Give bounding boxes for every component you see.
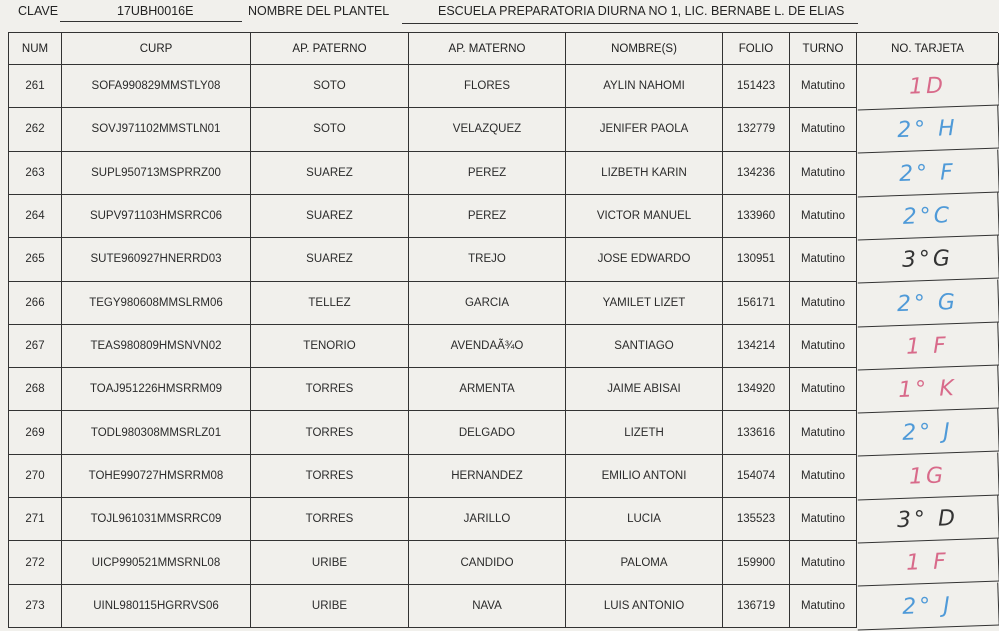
- plantel-value: ESCUELA PREPARATORIA DIURNA NO 1, LIC. BERNABE L. DE ELIAS: [438, 4, 845, 18]
- plantel-underline: [402, 23, 858, 24]
- cell-curp: UINL980115HGRRVS06: [62, 585, 251, 628]
- col-header-turno: TURNO: [790, 33, 857, 65]
- cell-ap-paterno: SOTO: [251, 65, 409, 108]
- cell-num: 272: [9, 541, 62, 584]
- cell-folio: 151423: [723, 65, 790, 108]
- cell-turno: Matutino: [790, 238, 857, 281]
- cell-nombre: LUIS ANTONIO: [566, 585, 723, 628]
- plantel-label: NOMBRE DEL PLANTEL: [248, 4, 390, 18]
- cell-folio: 134920: [723, 368, 790, 411]
- cell-nombre: EMILIO ANTONI: [566, 455, 723, 498]
- clave-value: 17UBH0016E: [117, 4, 194, 18]
- cell-no-tarjeta: 3° D: [856, 496, 999, 544]
- cell-num: 270: [9, 455, 62, 498]
- col-header-num: NUM: [9, 33, 62, 65]
- cell-ap-paterno: TORRES: [251, 498, 409, 541]
- cell-turno: Matutino: [790, 585, 857, 628]
- cell-turno: Matutino: [790, 108, 857, 151]
- cell-no-tarjeta: 3°G: [856, 236, 999, 284]
- cell-num: 267: [9, 325, 62, 368]
- student-table: [8, 32, 998, 628]
- cell-nombre: JAIME ABISAI: [566, 368, 723, 411]
- cell-curp: SUPV971103HMSRRC06: [62, 195, 251, 238]
- cell-ap-paterno: TORRES: [251, 455, 409, 498]
- cell-turno: Matutino: [790, 455, 857, 498]
- cell-no-tarjeta: 1G: [856, 452, 999, 500]
- cell-ap-materno: VELAZQUEZ: [409, 108, 566, 151]
- col-header-tarjeta: NO. TARJETA: [857, 33, 999, 65]
- cell-ap-paterno: URIBE: [251, 541, 409, 584]
- cell-ap-paterno: SOTO: [251, 108, 409, 151]
- cell-nombre: VICTOR MANUEL: [566, 195, 723, 238]
- cell-num: 268: [9, 368, 62, 411]
- cell-ap-paterno: TENORIO: [251, 325, 409, 368]
- cell-folio: 135523: [723, 498, 790, 541]
- cell-turno: Matutino: [790, 325, 857, 368]
- cell-folio: 159900: [723, 541, 790, 584]
- cell-ap-materno: FLORES: [409, 65, 566, 108]
- cell-no-tarjeta: 2° J: [856, 409, 999, 457]
- cell-num: 271: [9, 498, 62, 541]
- cell-folio: 134214: [723, 325, 790, 368]
- cell-nombre: SANTIAGO: [566, 325, 723, 368]
- cell-turno: Matutino: [790, 195, 857, 238]
- cell-curp: TOAJ951226HMSRRM09: [62, 368, 251, 411]
- cell-num: 264: [9, 195, 62, 238]
- cell-turno: Matutino: [790, 541, 857, 584]
- cell-curp: TEAS980809HMSNVN02: [62, 325, 251, 368]
- cell-ap-paterno: SUAREZ: [251, 152, 409, 195]
- cell-curp: SOVJ971102MMSTLN01: [62, 108, 251, 151]
- cell-no-tarjeta: 1D: [856, 63, 999, 111]
- cell-turno: Matutino: [790, 411, 857, 454]
- cell-num: 263: [9, 152, 62, 195]
- cell-no-tarjeta: 2° J: [856, 582, 999, 630]
- cell-ap-materno: NAVA: [409, 585, 566, 628]
- cell-ap-materno: PEREZ: [409, 195, 566, 238]
- cell-no-tarjeta: 2° F: [856, 149, 999, 197]
- cell-ap-paterno: TORRES: [251, 411, 409, 454]
- cell-turno: Matutino: [790, 65, 857, 108]
- cell-folio: 133960: [723, 195, 790, 238]
- cell-curp: TOJL961031MMSRRC09: [62, 498, 251, 541]
- cell-num: 261: [9, 65, 62, 108]
- cell-nombre: LIZETH: [566, 411, 723, 454]
- cell-turno: Matutino: [790, 368, 857, 411]
- cell-folio: 133616: [723, 411, 790, 454]
- cell-ap-paterno: SUAREZ: [251, 238, 409, 281]
- cell-nombre: AYLIN NAHOMI: [566, 65, 723, 108]
- cell-nombre: JENIFER PAOLA: [566, 108, 723, 151]
- cell-no-tarjeta: 1° K: [856, 366, 999, 414]
- cell-folio: 130951: [723, 238, 790, 281]
- cell-no-tarjeta: 1 F: [856, 539, 999, 587]
- cell-ap-paterno: TORRES: [251, 368, 409, 411]
- col-header-curp: CURP: [62, 33, 251, 65]
- cell-curp: TEGY980608MMSLRM06: [62, 282, 251, 325]
- col-header-paterno: AP. PATERNO: [251, 33, 409, 65]
- cell-ap-paterno: URIBE: [251, 585, 409, 628]
- cell-nombre: LIZBETH KARIN: [566, 152, 723, 195]
- cell-ap-paterno: SUAREZ: [251, 195, 409, 238]
- cell-folio: 136719: [723, 585, 790, 628]
- cell-nombre: YAMILET LIZET: [566, 282, 723, 325]
- cell-ap-materno: CANDIDO: [409, 541, 566, 584]
- cell-ap-materno: DELGADO: [409, 411, 566, 454]
- cell-no-tarjeta: 2° H: [856, 106, 999, 154]
- cell-folio: 134236: [723, 152, 790, 195]
- cell-curp: SUTE960927HNERRD03: [62, 238, 251, 281]
- cell-ap-materno: AVENDAÃ¾O: [409, 325, 566, 368]
- cell-ap-materno: ARMENTA: [409, 368, 566, 411]
- clave-underline: [60, 21, 242, 22]
- cell-turno: Matutino: [790, 152, 857, 195]
- cell-folio: 156171: [723, 282, 790, 325]
- cell-turno: Matutino: [790, 282, 857, 325]
- cell-num: 262: [9, 108, 62, 151]
- cell-num: 265: [9, 238, 62, 281]
- cell-curp: TODL980308MMSRLZ01: [62, 411, 251, 454]
- cell-curp: SOFA990829MMSTLY08: [62, 65, 251, 108]
- cell-nombre: LUCIA: [566, 498, 723, 541]
- cell-no-tarjeta: 2°C: [856, 192, 999, 240]
- cell-curp: SUPL950713MSPRRZ00: [62, 152, 251, 195]
- cell-curp: UICP990521MMSRNL08: [62, 541, 251, 584]
- cell-no-tarjeta: 2° G: [856, 279, 999, 327]
- cell-folio: 154074: [723, 455, 790, 498]
- col-header-materno: AP. MATERNO: [409, 33, 566, 65]
- clave-label: CLAVE: [18, 4, 59, 18]
- cell-ap-materno: TREJO: [409, 238, 566, 281]
- cell-ap-materno: GARCIA: [409, 282, 566, 325]
- cell-num: 273: [9, 585, 62, 628]
- cell-num: 266: [9, 282, 62, 325]
- cell-nombre: PALOMA: [566, 541, 723, 584]
- cell-turno: Matutino: [790, 498, 857, 541]
- cell-ap-paterno: TELLEZ: [251, 282, 409, 325]
- cell-ap-materno: PEREZ: [409, 152, 566, 195]
- cell-ap-materno: HERNANDEZ: [409, 455, 566, 498]
- cell-num: 269: [9, 411, 62, 454]
- cell-nombre: JOSE EDWARDO: [566, 238, 723, 281]
- cell-no-tarjeta: 1 F: [856, 322, 999, 370]
- cell-curp: TOHE990727HMSRRM08: [62, 455, 251, 498]
- cell-folio: 132779: [723, 108, 790, 151]
- cell-ap-materno: JARILLO: [409, 498, 566, 541]
- col-header-folio: FOLIO: [723, 33, 790, 65]
- col-header-nombre: NOMBRE(S): [566, 33, 723, 65]
